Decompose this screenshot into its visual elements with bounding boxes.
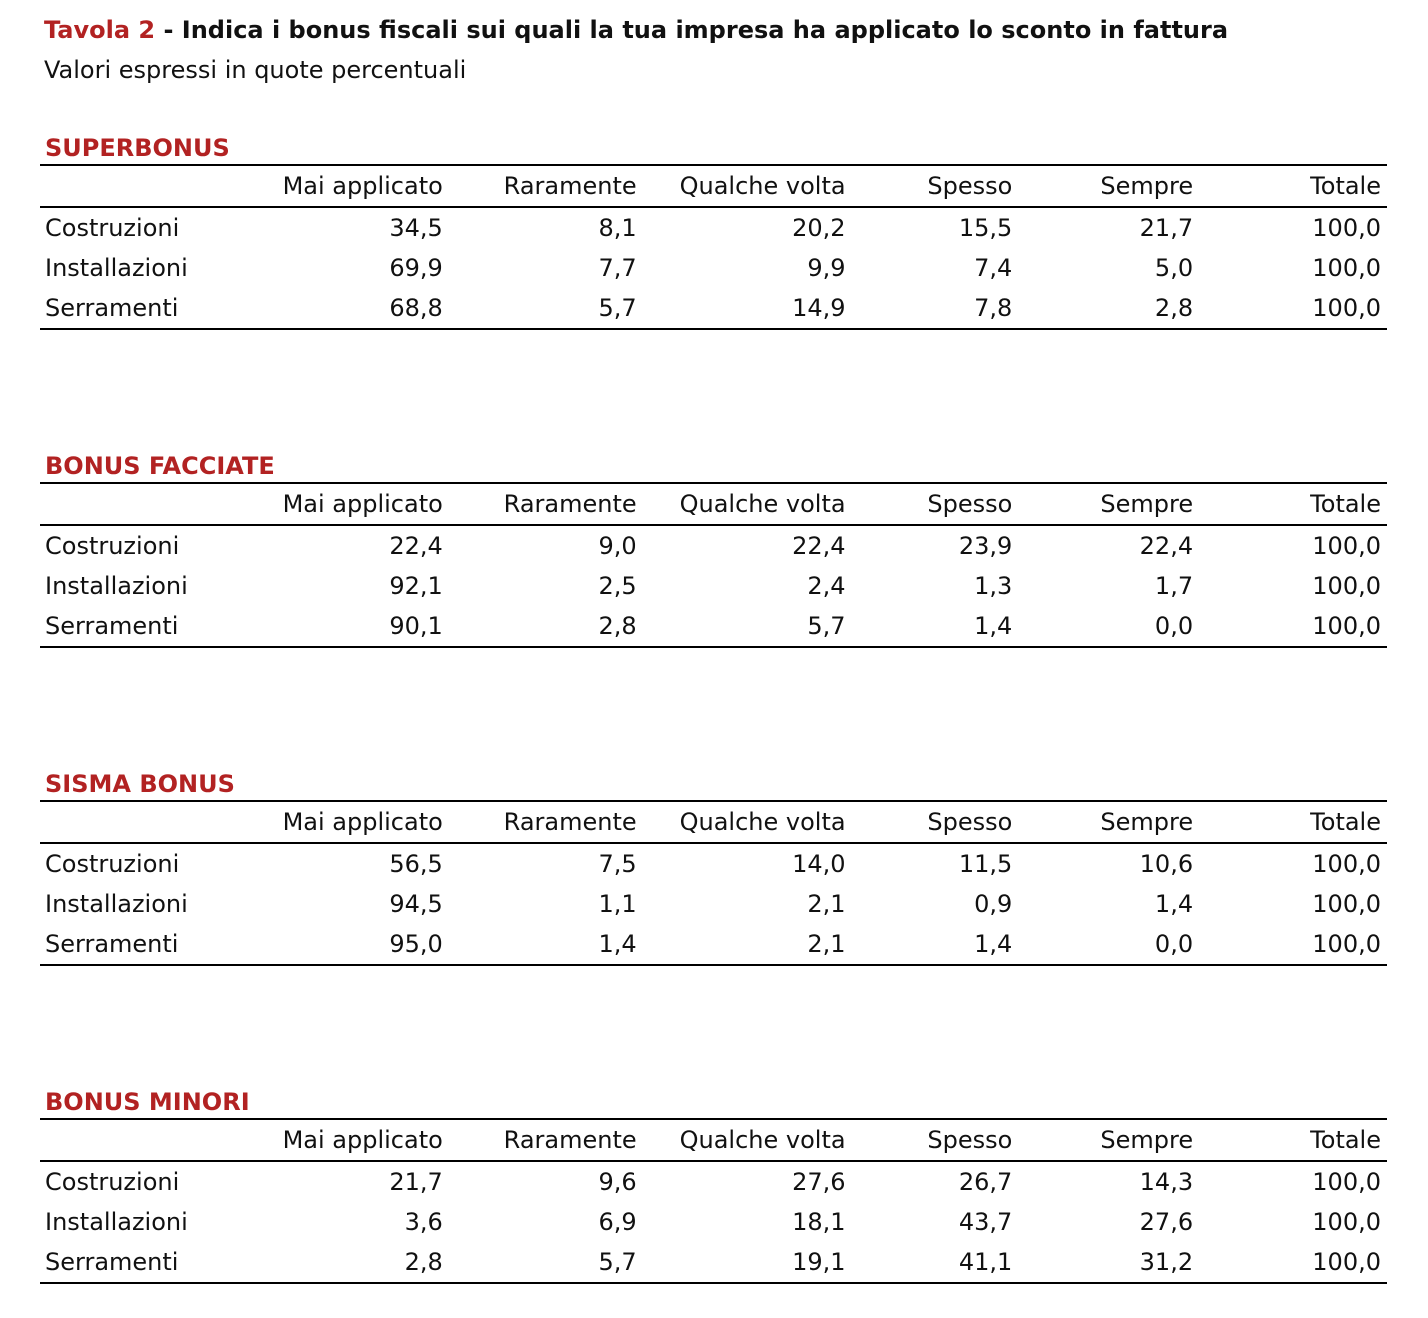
table-cell: 21,7: [1139, 214, 1194, 242]
table-cell: 14,9: [792, 294, 846, 322]
column-header: Qualche volta: [679, 808, 846, 836]
table-cell: 100,0: [1312, 850, 1381, 878]
table-cell: 1,4: [1154, 890, 1194, 918]
header-row: [40, 483, 1387, 525]
table-row: [40, 1202, 1387, 1242]
table-cell: 68,8: [389, 294, 443, 322]
section-sisma-bonus: [40, 768, 1387, 966]
section-title: BONUS MINORI: [45, 1088, 250, 1116]
section-bonus-facciate: [40, 450, 1387, 648]
table-cell: 7,8: [974, 294, 1013, 322]
table-cell: 27,6: [1139, 1208, 1194, 1236]
column-header: Sempre: [1100, 490, 1194, 518]
column-header: Totale: [1310, 490, 1381, 518]
table-cell: 2,8: [404, 1248, 443, 1276]
row-label: Serramenti: [45, 930, 179, 958]
table-cell: 5,0: [1154, 254, 1194, 282]
column-header: [40, 483, 227, 525]
table-cell: 22,4: [389, 532, 443, 560]
column-header: Totale: [1310, 808, 1381, 836]
table-cell: 1,7: [1154, 572, 1194, 600]
column-header: Mai applicato: [282, 1126, 443, 1154]
row-label: Serramenti: [45, 294, 179, 322]
row-label: Installazioni: [45, 1208, 188, 1236]
table-cell: 27,6: [792, 1168, 846, 1196]
data-table: [40, 164, 1387, 330]
table-cell: 5,7: [598, 1248, 637, 1276]
table-cell: 100,0: [1312, 1208, 1381, 1236]
table-cell: 100,0: [1312, 572, 1381, 600]
data-table: [40, 482, 1387, 648]
table-row: [40, 288, 1387, 329]
table-cell: 3,6: [404, 1208, 443, 1236]
header-row: [40, 801, 1387, 843]
section-title: SUPERBONUS: [45, 134, 230, 162]
table-cell: 100,0: [1312, 930, 1381, 958]
table-cell: 0,0: [1154, 930, 1194, 958]
table-row: [40, 884, 1387, 924]
table-cell: 1,4: [974, 930, 1013, 958]
table-cell: 22,4: [1139, 532, 1194, 560]
table-cell: 31,2: [1139, 1248, 1194, 1276]
column-header: Sempre: [1100, 172, 1194, 200]
table-cell: 0,0: [1154, 612, 1194, 640]
column-header: [40, 165, 227, 207]
table-cell: 100,0: [1312, 294, 1381, 322]
table-cell: 92,1: [389, 572, 443, 600]
header-row: [40, 165, 1387, 207]
table-cell: 26,7: [958, 1168, 1013, 1196]
table-row: [40, 248, 1387, 288]
row-label: Serramenti: [45, 1248, 179, 1276]
table-cell: 2,1: [807, 930, 846, 958]
table-cell: 90,1: [389, 612, 443, 640]
column-header: Qualche volta: [679, 1126, 846, 1154]
table-row: [40, 606, 1387, 647]
table-cell: 100,0: [1312, 1248, 1381, 1276]
column-header: Totale: [1310, 1126, 1381, 1154]
table-cell: 23,9: [958, 532, 1013, 560]
column-header: Spesso: [927, 808, 1013, 836]
table-title: - Indica i bonus fiscali sui quali la tua impresa ha applicato lo sconto in fattura: [155, 16, 1229, 44]
table-number: Tavola 2: [44, 16, 156, 44]
column-header: Mai applicato: [282, 808, 443, 836]
column-header: Raramente: [503, 808, 637, 836]
table-cell: 100,0: [1312, 612, 1381, 640]
table-cell: 14,3: [1139, 1168, 1194, 1196]
section-bonus-minori: [40, 1086, 1387, 1284]
table-cell: 100,0: [1312, 214, 1381, 242]
row-label: Costruzioni: [45, 214, 180, 242]
table-cell: 5,7: [807, 612, 846, 640]
table-row: [40, 843, 1387, 884]
table-row: [40, 1161, 1387, 1202]
data-table: [40, 800, 1387, 966]
table-cell: 94,5: [389, 890, 443, 918]
table-cell: 34,5: [389, 214, 443, 242]
table-cell: 100,0: [1312, 890, 1381, 918]
table-cell: 1,3: [974, 572, 1013, 600]
table-cell: 9,6: [598, 1168, 637, 1196]
page-subtitle: Valori espressi in quote percentuali: [44, 56, 467, 84]
column-header: [40, 1119, 227, 1161]
table-cell: 6,9: [598, 1208, 637, 1236]
column-header: Totale: [1310, 172, 1381, 200]
table-cell: 69,9: [389, 254, 443, 282]
table-cell: 5,7: [598, 294, 637, 322]
row-label: Installazioni: [45, 572, 188, 600]
table-cell: 9,0: [598, 532, 637, 560]
column-header: Raramente: [503, 172, 637, 200]
page-title: [44, 14, 1228, 46]
column-header: [40, 801, 227, 843]
table-cell: 7,5: [598, 850, 637, 878]
row-label: Serramenti: [45, 612, 179, 640]
column-header: Spesso: [927, 172, 1013, 200]
column-header: Qualche volta: [679, 490, 846, 518]
table-cell: 2,4: [807, 572, 846, 600]
table-cell: 7,4: [974, 254, 1013, 282]
column-header: Spesso: [927, 490, 1013, 518]
row-label: Costruzioni: [45, 850, 180, 878]
table-cell: 100,0: [1312, 1168, 1381, 1196]
table-cell: 14,0: [792, 850, 846, 878]
table-row: [40, 207, 1387, 248]
section-superbonus: [40, 132, 1387, 330]
table-cell: 1,4: [598, 930, 637, 958]
table-cell: 22,4: [792, 532, 846, 560]
section-title: BONUS FACCIATE: [45, 452, 275, 480]
column-header: Spesso: [927, 1126, 1013, 1154]
table-cell: 21,7: [389, 1168, 443, 1196]
column-header: Mai applicato: [282, 172, 443, 200]
table-cell: 8,1: [598, 214, 637, 242]
table-cell: 15,5: [958, 214, 1013, 242]
table-cell: 9,9: [807, 254, 846, 282]
column-header: Sempre: [1100, 1126, 1194, 1154]
table-cell: 2,8: [598, 612, 637, 640]
section-title: SISMA BONUS: [45, 770, 235, 798]
table-row: [40, 1242, 1387, 1283]
table-cell: 56,5: [389, 850, 443, 878]
table-cell: 41,1: [958, 1248, 1013, 1276]
row-label: Costruzioni: [45, 532, 180, 560]
column-header: Mai applicato: [282, 490, 443, 518]
table-cell: 100,0: [1312, 254, 1381, 282]
table-cell: 11,5: [958, 850, 1013, 878]
column-header: Qualche volta: [679, 172, 846, 200]
table-row: [40, 566, 1387, 606]
row-label: Installazioni: [45, 890, 188, 918]
column-header: Raramente: [503, 1126, 637, 1154]
column-header: Raramente: [503, 490, 637, 518]
data-table: [40, 1118, 1387, 1284]
table-cell: 20,2: [792, 214, 846, 242]
table-cell: 0,9: [974, 890, 1013, 918]
table-cell: 19,1: [792, 1248, 846, 1276]
table-cell: 2,1: [807, 890, 846, 918]
table-cell: 1,4: [974, 612, 1013, 640]
header-row: [40, 1119, 1387, 1161]
table-cell: 95,0: [389, 930, 443, 958]
table-row: [40, 525, 1387, 566]
table-cell: 1,1: [598, 890, 637, 918]
column-header: Sempre: [1100, 808, 1194, 836]
table-cell: 2,5: [598, 572, 637, 600]
row-label: Costruzioni: [45, 1168, 180, 1196]
table-cell: 43,7: [958, 1208, 1013, 1236]
table-cell: 7,7: [598, 254, 637, 282]
table-row: [40, 924, 1387, 965]
table-cell: 18,1: [792, 1208, 846, 1236]
table-cell: 100,0: [1312, 532, 1381, 560]
row-label: Installazioni: [45, 254, 188, 282]
table-cell: 2,8: [1154, 294, 1194, 322]
table-cell: 10,6: [1139, 850, 1194, 878]
